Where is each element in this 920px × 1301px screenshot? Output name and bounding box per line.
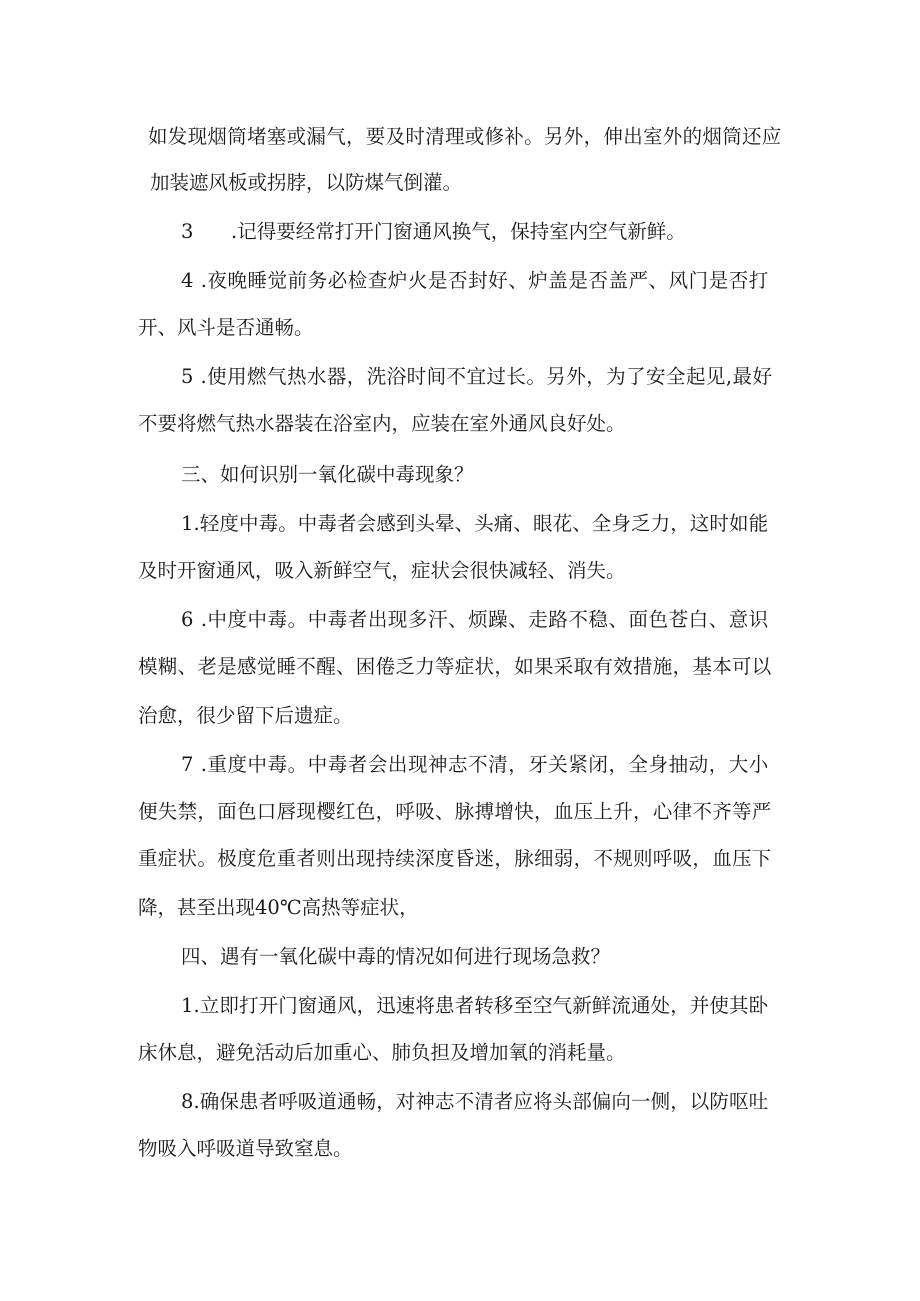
list-item-line: 8.确保患者呼吸道通畅，对神志不清者应将头部偏向一侧，以防呕吐 xyxy=(181,1090,769,1113)
list-item-line: 1.立即打开门窗通风，迅速将患者转移至空气新鲜流通处，并使其卧 xyxy=(181,994,769,1017)
paragraph-line: 如发现烟筒堵塞或漏气，要及时清理或修补。另外，伸出室外的烟筒还应 xyxy=(148,125,782,148)
list-item-line xyxy=(181,219,686,245)
paragraph-line: 重症状。极度危重者则出现持续深度昏迷，脉细弱，不规则呼吸，血压下 xyxy=(138,847,772,870)
paragraph-line: 不要将燃气热水器装在浴室内，应装在室外通风良好处。 xyxy=(138,412,626,435)
paragraph-line: 加装遮风板或拐脖，以防煤气倒灌。 xyxy=(150,171,463,194)
paragraph-line: 物吸入呼吸道导致窒息。 xyxy=(138,1137,353,1160)
paragraph-line: 治愈，很少留下后遗症。 xyxy=(138,704,353,727)
list-text: .记得要经常打开门窗通风换气，保持室内空气新鲜。 xyxy=(231,220,686,243)
paragraph-line: 模糊、老是感觉睡不醒、困倦乏力等症状，如果采取有效措施，基本可以 xyxy=(138,655,772,678)
paragraph-line: 开、风斗是否通畅。 xyxy=(138,316,314,339)
list-item-line: 6 .中度中毒。中毒者出现多汗、烦躁、走路不稳、面色苍白、意识 xyxy=(181,608,769,631)
list-item-line: 1.轻度中毒。中毒者会感到头晕、头痛、眼花、全身乏力，这时如能 xyxy=(181,512,769,535)
paragraph-line: 便失禁，面色口唇现樱红色，呼吸、脉搏增快，血压上升，心律不齐等严 xyxy=(138,800,772,823)
paragraph-line: 降，甚至出现40℃高热等症状， xyxy=(138,896,419,919)
paragraph-line: 床休息，避免活动后加重心、肺负担及增加氧的消耗量。 xyxy=(138,1041,626,1064)
paragraph-line: 及时开窗通风，吸入新鲜空气，症状会很快减轻、消失。 xyxy=(138,559,626,582)
list-number: 3 xyxy=(181,220,194,243)
list-item-line: 7 .重度中毒。中毒者会出现神志不清，牙关紧闭，全身抽动，大小 xyxy=(181,753,769,776)
list-item-line: 4 .夜晚睡觉前务必检查炉火是否封好、炉盖是否盖严、风门是否打 xyxy=(181,269,769,292)
section-heading: 三、如何识别一氧化碳中毒现象？ xyxy=(181,463,474,486)
list-item-line: 5 .使用燃气热水器，洗浴时间不宜过长。另外，为了安全起见,最好 xyxy=(181,365,773,388)
section-heading: 四、遇有一氧化碳中毒的情况如何进行现场急救？ xyxy=(181,945,611,968)
